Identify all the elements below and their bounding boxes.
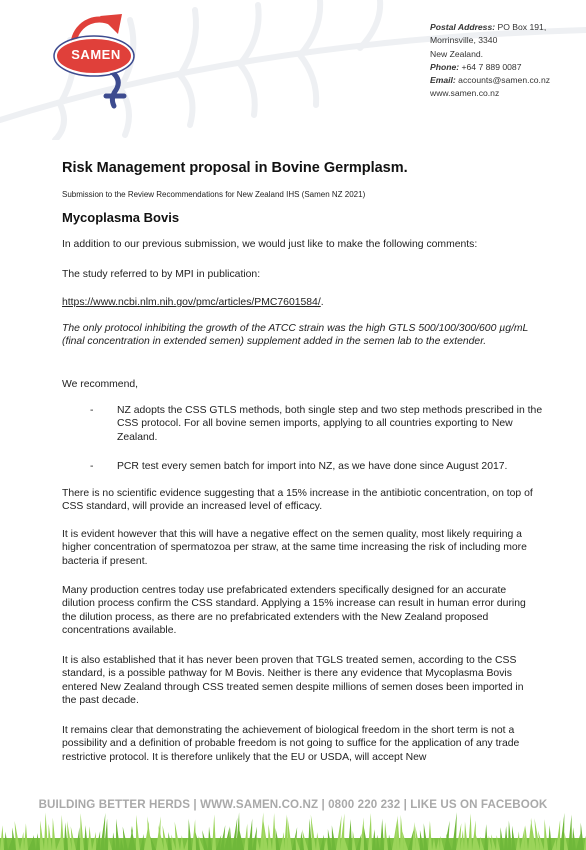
grass-blade (244, 824, 248, 850)
paragraph-negative-effect: It is evident however that this will have a negative effect on the semen quality, most likely requiring a higher concentration of spermatozoa per straw, at the same time increasing the risk of including more bacteria if present. (62, 529, 527, 567)
website-line[interactable]: www.samen.co.nz (430, 88, 500, 99)
bullet-dash: - (90, 461, 94, 472)
grass-blade (192, 819, 196, 850)
grass-blade (384, 822, 388, 850)
grass-blade (268, 824, 272, 850)
postal-value: PO Box 191, (495, 22, 547, 32)
phone-label: Phone: (430, 61, 460, 72)
list-item (90, 460, 540, 474)
section-heading: Mycoplasma Bovis (62, 210, 180, 225)
grass-blade (544, 819, 548, 850)
grass-blade (80, 813, 84, 850)
email-value[interactable]: accounts@samen.co.nz (455, 75, 551, 86)
paragraph-extenders: Many production centres today use prefabricated extenders specifically designed for an accurate dilution process confirm the CSS standard. Applying a 15% increase can result in human error during the dilution process, as there are no prefabricated extenders with the New Zealand proposed concentrations available. (62, 585, 526, 637)
paragraph-protocol: The only protocol inhibiting the growth of the ATCC strain was the high GTLS 500/100/300/600 µg/mL (final concentration in extended semen) supplement added in the semen lab to the extender. (62, 323, 529, 348)
phone-value: +64 7 889 0087 (459, 61, 522, 72)
postal-label: Postal Address: (430, 22, 496, 32)
grass-blade (568, 814, 572, 850)
logo-wordmark: SAMEN (71, 47, 121, 62)
bullet-dash: - (90, 405, 94, 416)
grass-blade (136, 815, 140, 850)
paragraph-no-evidence: There is no scientific evidence suggesting that a 15% increase in the antibiotic concentration, on top of CSS standard, will provide an increased level of efficacy. (62, 488, 533, 513)
grass-blade (272, 813, 276, 850)
grass-blade (287, 816, 292, 850)
grass-blade (464, 822, 468, 850)
grass-blade (48, 824, 52, 850)
grass-blade (212, 814, 216, 850)
grass-blade (548, 825, 552, 850)
email-line (430, 74, 580, 87)
grass-blade (260, 812, 264, 850)
paragraph-tgls: It is also established that it has never been proven that TGLS treated semen, according to the CSS standard, is a possible pathway for M Bovis. Neither is there any evidence that Mycoplasma Bovis entered New Zealand through CSS treated semen despite millions of semen doses been imported in the past decade. (62, 655, 524, 707)
grass-blade (52, 818, 56, 850)
link-suffix: . (320, 297, 324, 308)
grass-blade (400, 815, 404, 850)
grass-blade (348, 819, 352, 850)
study-link[interactable]: https://www.ncbi.nlm.nih.gov/pmc/articles/PMC7601584/ (62, 297, 321, 308)
postal-address-block (430, 21, 580, 101)
grass-blade (332, 825, 336, 850)
email-label: Email: (430, 75, 456, 86)
grass-blade (380, 819, 384, 850)
grass-blade (512, 826, 516, 850)
grass-blade (580, 823, 584, 850)
bullet-text: NZ adopts the CSS GTLS methods, both single step and two step methods prescribed in the CSS protocol. For all bovine semen imports, applying to all countries exporting to New Zealand. (117, 405, 543, 443)
grass-blade (116, 819, 120, 850)
grass-blade (60, 815, 64, 850)
grass-blade (84, 825, 88, 850)
grass-blade (188, 819, 192, 850)
grass-blade (44, 812, 48, 850)
grass-blade (368, 813, 372, 850)
document-title: Risk Management proposal in Bovine Germplasm. (62, 160, 408, 176)
postal-line (430, 21, 580, 34)
bullet-text: PCR test every semen batch for import into NZ, as we have done since August 2017. (117, 461, 508, 472)
document-subtitle: Submission to the Review Recommendations for New Zealand IHS (Samen NZ 2021) (62, 190, 366, 199)
grass-blade (468, 813, 472, 850)
phone-line (430, 61, 580, 74)
address-line-3: New Zealand. (430, 48, 484, 59)
grass-blade (40, 821, 44, 850)
grass-footer-graphic (0, 810, 586, 850)
paragraph-intro: In addition to our previous submission, we would just like to make the following comments: (62, 239, 478, 250)
grass-blade (560, 813, 564, 850)
grass-blade (284, 814, 288, 850)
grass-blade (360, 817, 364, 850)
paragraph-study-ref: The study referred to by MPI in publication: (62, 269, 261, 280)
grass-blade (0, 825, 4, 850)
grass-blade (415, 826, 420, 850)
grass-blade (24, 823, 28, 850)
footer-tagline: BUILDING BETTER HERDS | WWW.SAMEN.CO.NZ | 0800 220 232 | LIKE US ON FACEBOOK (38, 798, 548, 811)
paragraph-freedom: It remains clear that demonstrating the achievement of biological freedom in the short term is not a possibility and a definition of probable freedom is not going to suffice for the application of any trade restrictive protocol. It is therefore unlikely that the EU or USDA, will accept New (62, 725, 520, 763)
paragraph-link (62, 296, 540, 309)
address-line-2: Morrinsville, 3340 (430, 35, 498, 46)
grass-blade (484, 824, 488, 850)
grass-blade (508, 821, 512, 850)
list-item (90, 404, 543, 446)
paragraph-recommend: We recommend, (62, 379, 139, 390)
grass-blade (424, 823, 428, 850)
grass-blade (428, 821, 432, 850)
